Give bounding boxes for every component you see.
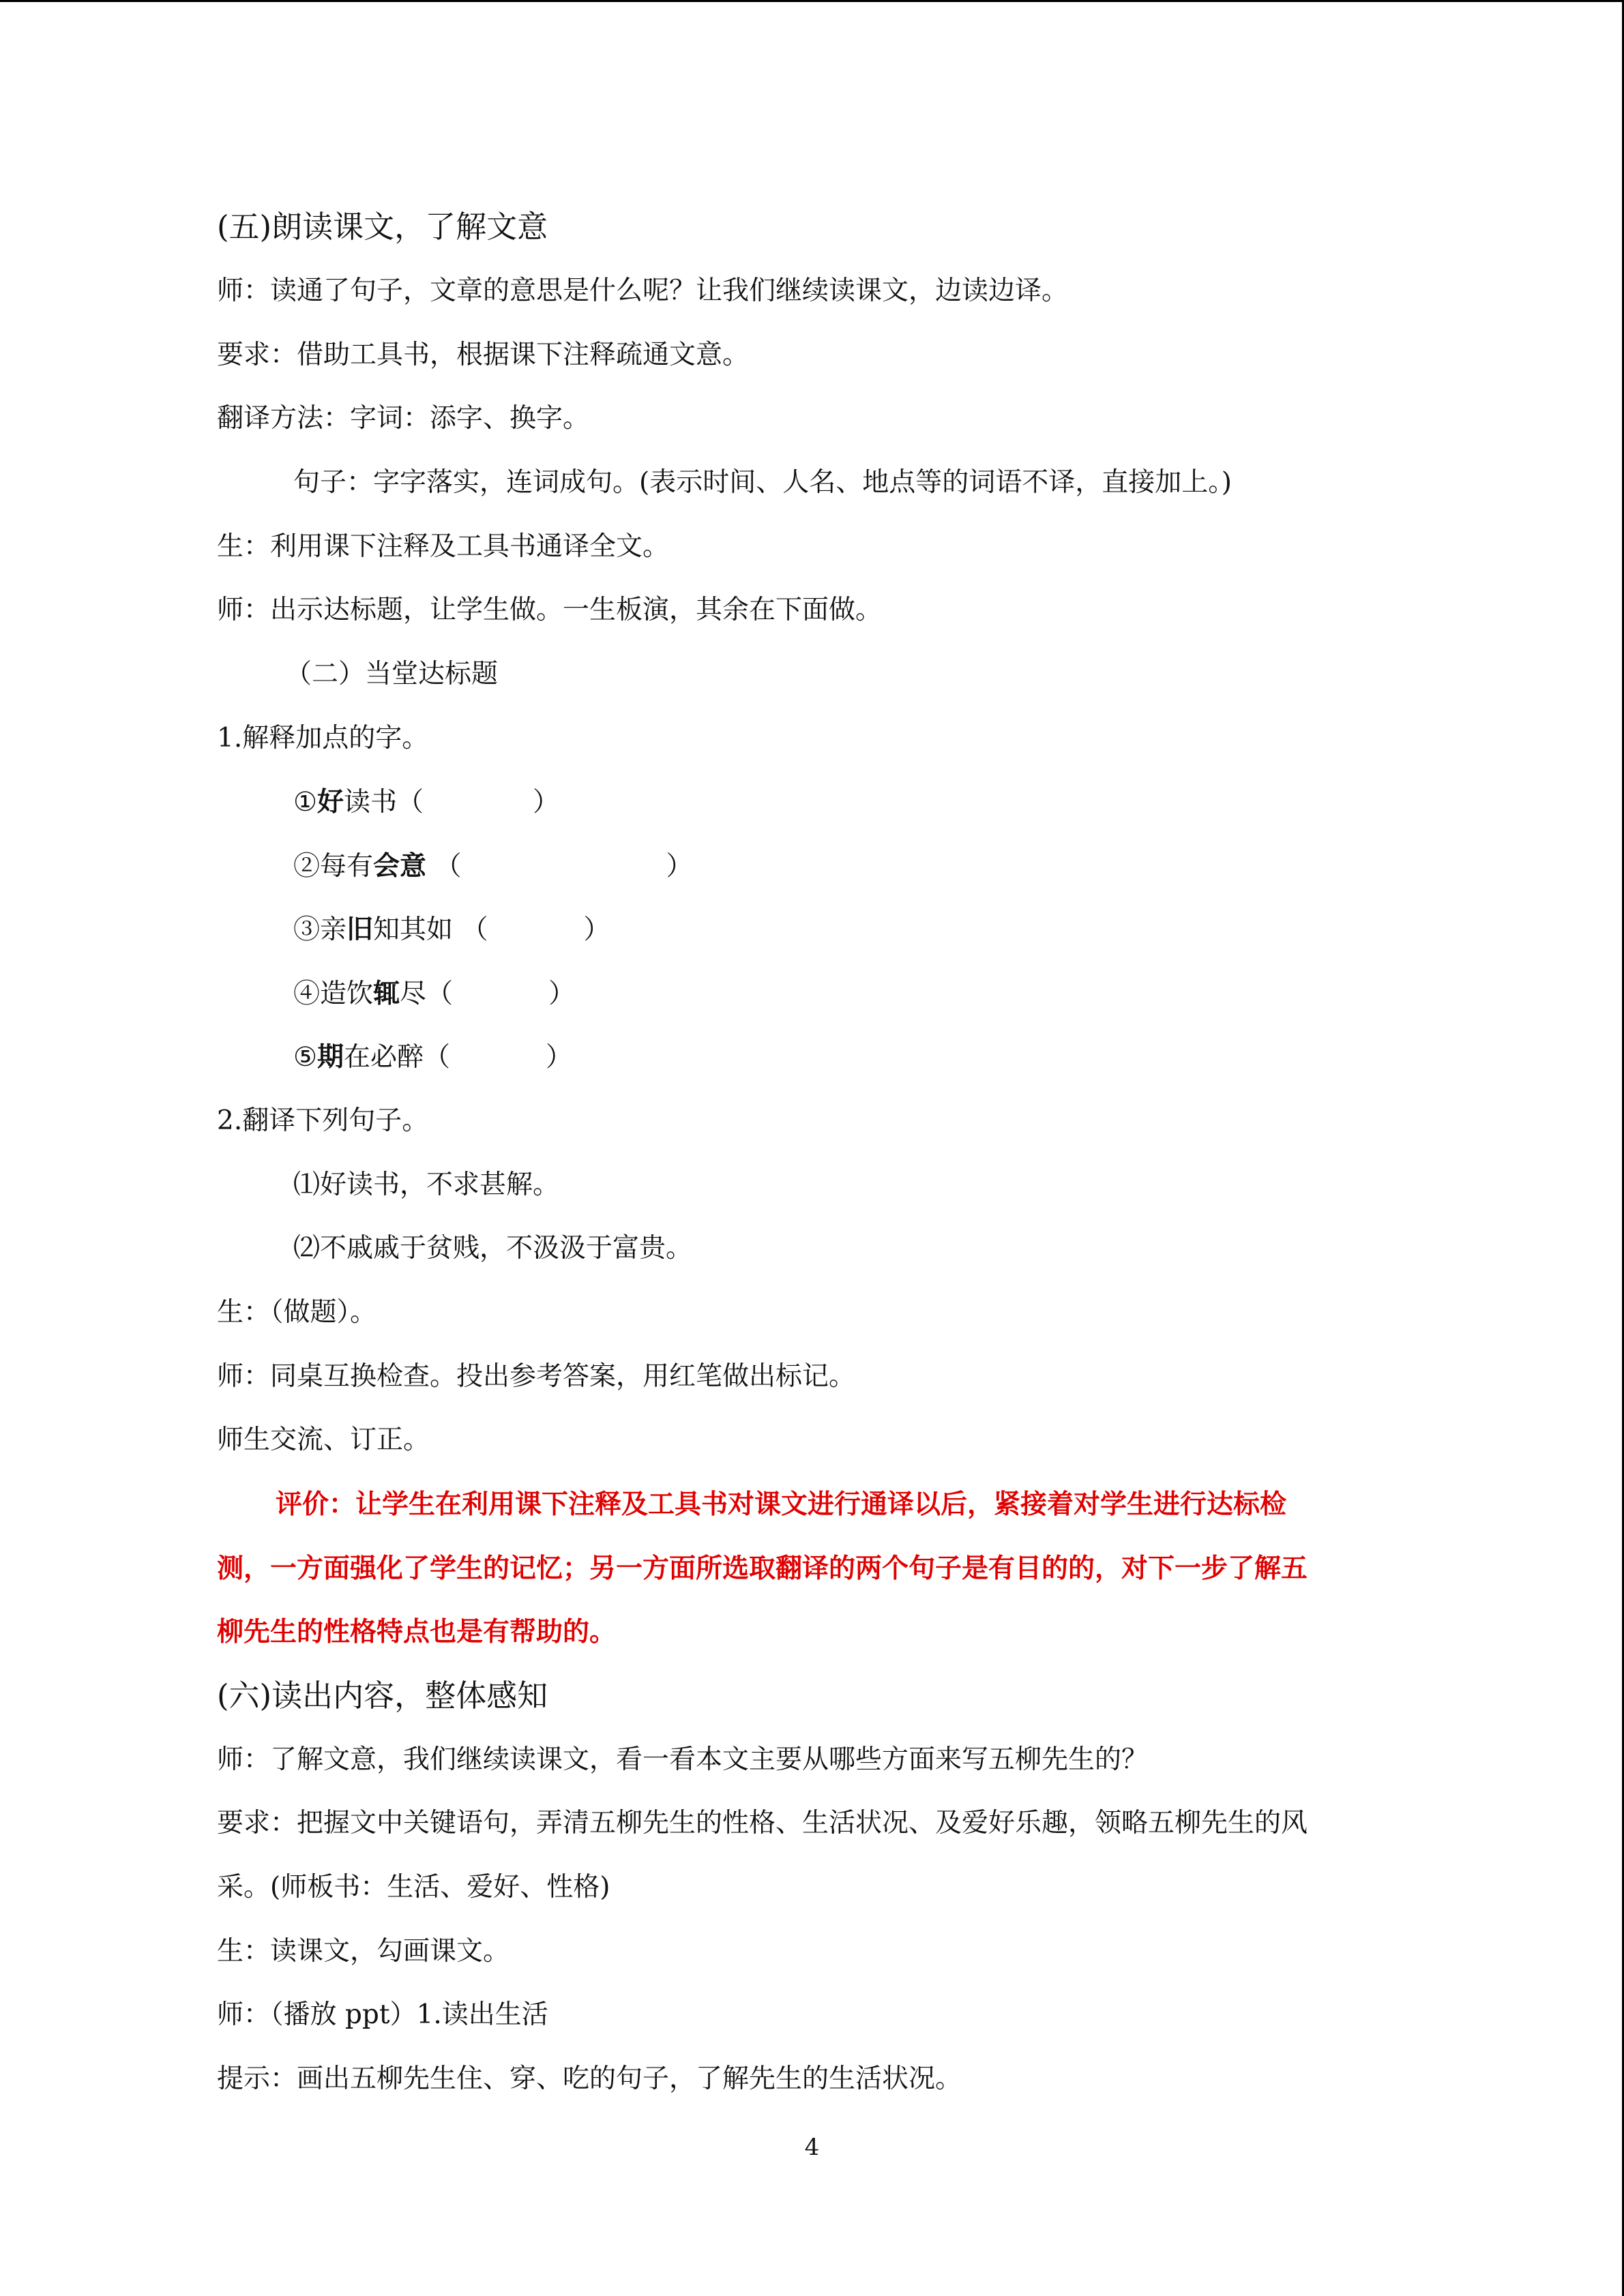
item-paren-close: ） — [546, 1042, 573, 1073]
item-text-pre: 每有 — [320, 851, 374, 882]
question-2-title: 2.翻译下列句子。 — [217, 1105, 429, 1136]
evaluation-line: 柳先生的性格特点也是有帮助的。 — [217, 1616, 617, 1648]
item-text-post: 读书（ — [343, 787, 424, 818]
item-number: ② — [293, 851, 321, 882]
section-five-heading: (五)朗读课文，了解文意 — [217, 209, 548, 245]
item-paren-close: ） — [583, 914, 610, 945]
question-1-item — [293, 783, 559, 822]
teacher-ppt-line: 师：（播放 ppt）1.读出生活 — [217, 1999, 548, 2030]
evaluation-line: 评价：让学生在利用课下注释及工具书对课文进行通译以后，紧接着对学生进行达标检 — [276, 1489, 1287, 1520]
item-number: ⑤ — [293, 1042, 317, 1073]
hint-line: 提示：画出五柳先生住、穿、吃的句子，了解先生的生活状况。 — [217, 2063, 962, 2094]
teacher-intro-line: 师：了解文意，我们继续读课文，看一看本文主要从哪些方面来写五柳先生的？ — [217, 1744, 1149, 1775]
evaluation-line: 测，一方面强化了学生的记忆；另一方面所选取翻译的两个句子是有目的的，对下一步了解五 — [217, 1553, 1308, 1584]
page-border-top — [0, 0, 1624, 2]
question-1-title: 1.解释加点的字。 — [217, 723, 429, 754]
student-line: 生：利用课下注释及工具书通译全文。 — [217, 531, 670, 562]
item-text-pre: 造饮 — [320, 979, 374, 1009]
item-paren-close: ） — [666, 851, 693, 882]
dotted-word: 辄 — [373, 978, 400, 1009]
requirement-line: 要求：借助工具书，根据课下注释疏通文意。 — [217, 340, 750, 370]
item-paren-close: ） — [548, 979, 576, 1009]
requirement-line: 要求：把握文中关键语句，弄清五柳先生的性格、生活状况、及爱好乐趣，领略五柳先生的风 — [217, 1808, 1308, 1838]
question-1-item — [293, 974, 575, 1013]
page-number: 4 — [804, 2134, 820, 2161]
item-text-post: 在必醉（ — [343, 1042, 450, 1073]
teacher-task-line: 师：出示达标题，让学生做。一生板演，其余在下面做。 — [217, 595, 883, 625]
student-line: 生：读课文，勾画课文。 — [217, 1936, 510, 1967]
requirement-line: 采。(师板书：生活、爱好、性格) — [217, 1872, 610, 1903]
item-text-pre: 亲 — [320, 914, 347, 945]
exercise-title: （二）当堂达标题 — [285, 659, 499, 689]
question-2-item: ⑵不戚戚于贫贱，不汲汲于富贵。 — [293, 1233, 693, 1264]
dotted-word: 会意 — [373, 850, 427, 882]
item-number: ③ — [293, 914, 321, 945]
section-six-heading: (六)读出内容，整体感知 — [217, 1678, 548, 1714]
exchange-line: 师生交流、订正。 — [217, 1425, 430, 1455]
question-1-item — [293, 847, 692, 886]
item-text-post: 知其如 （ — [373, 914, 488, 945]
teacher-check-line: 师：同桌互换检查。投出参考答案，用红笔做出标记。 — [217, 1361, 856, 1392]
translation-method-line: 翻译方法：字词：添字、换字。 — [217, 403, 590, 434]
question-2-item: ⑴好读书，不求甚解。 — [293, 1169, 560, 1200]
item-number: ④ — [293, 979, 321, 1009]
item-paren-close: ） — [533, 787, 560, 818]
translation-method-sentence-line: 句子：字字落实，连词成句。(表示时间、人名、地点等的词语不译，直接加上。) — [293, 467, 1232, 498]
item-text-post: 尽（ — [400, 979, 454, 1009]
question-1-item — [293, 1038, 572, 1077]
question-1-item — [293, 910, 610, 949]
student-do-line: 生：（做题）。 — [217, 1297, 377, 1328]
dotted-word: 期 — [316, 1041, 344, 1073]
dotted-word: 旧 — [346, 914, 374, 945]
item-number: ① — [293, 787, 317, 818]
teacher-intro-line: 师：读通了句子，文章的意思是什么呢？让我们继续读课文，边读边译。 — [217, 275, 1069, 306]
dotted-word: 好 — [316, 786, 344, 818]
item-text-post: （ — [426, 851, 462, 882]
